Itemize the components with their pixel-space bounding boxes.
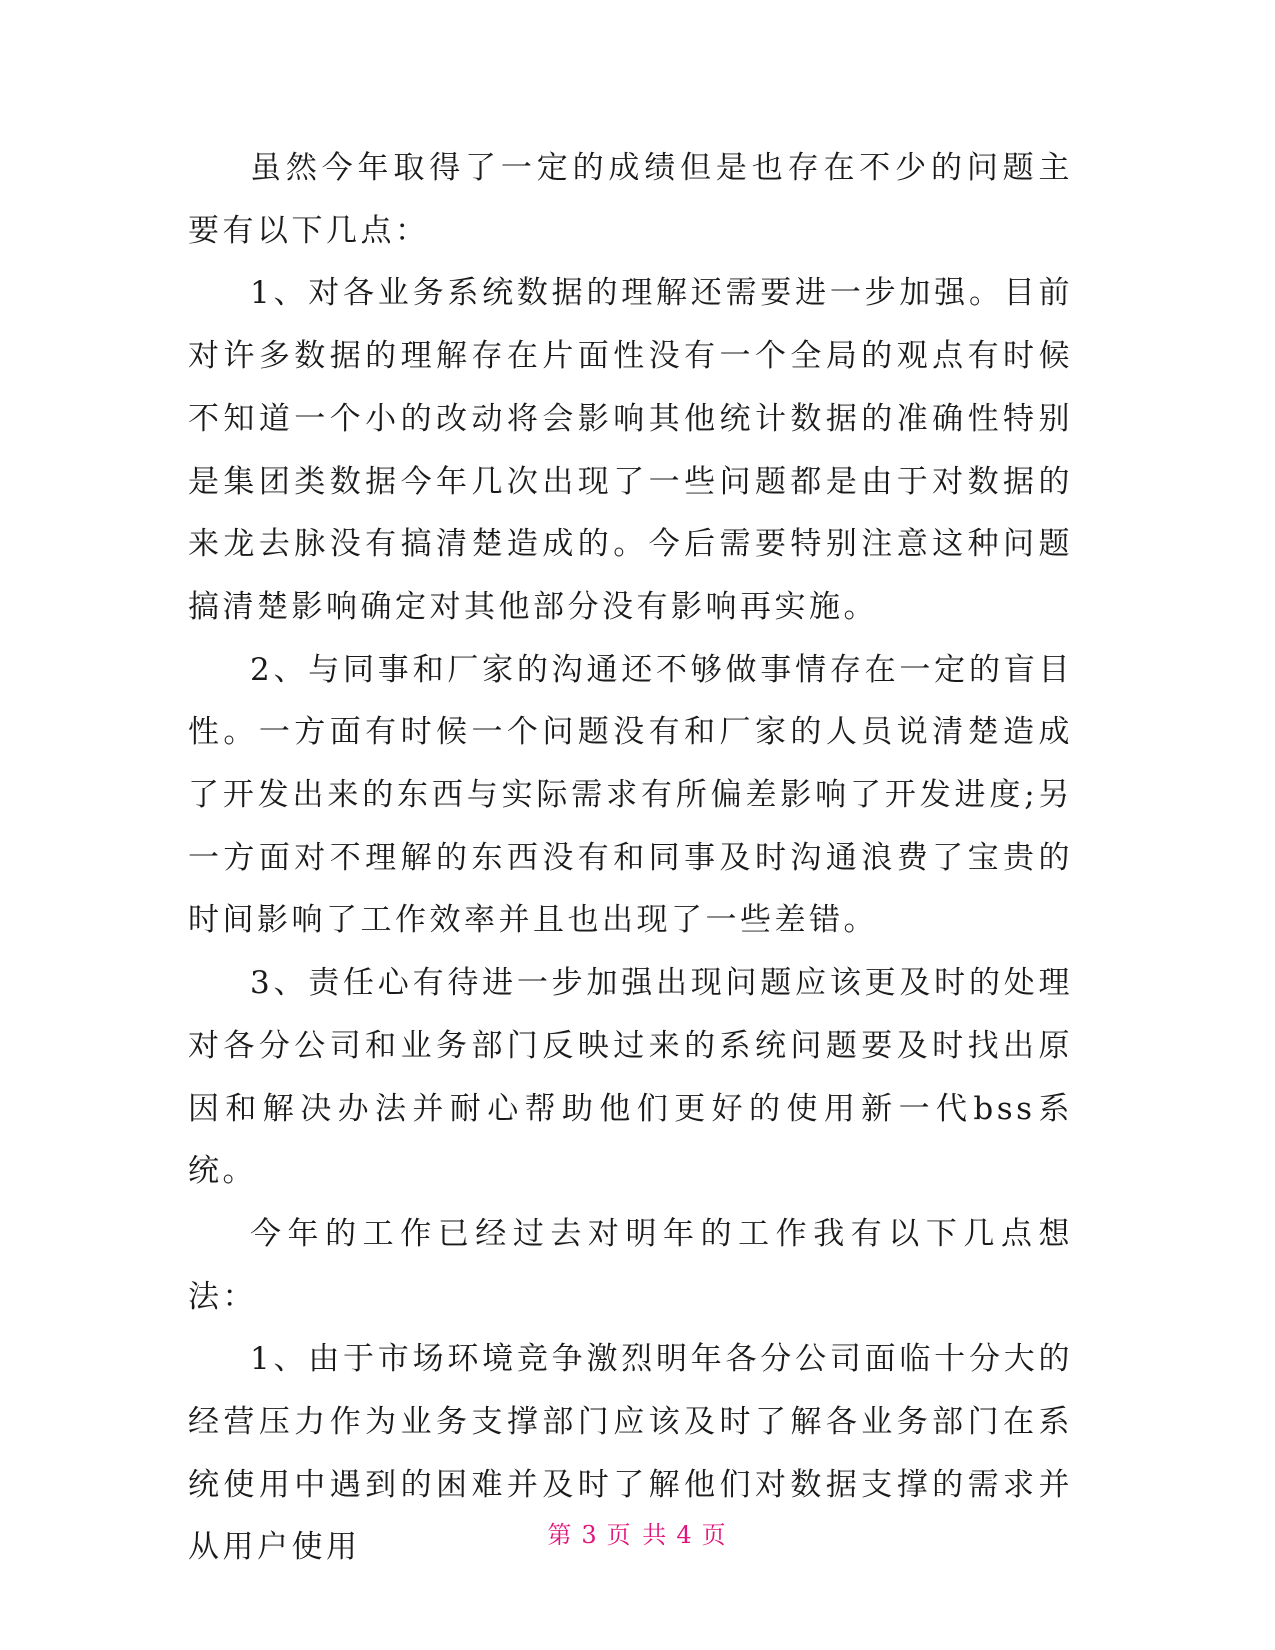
paragraph-intro-plans: 今年的工作已经过去对明年的工作我有以下几点想法： <box>188 1215 1073 1315</box>
footer-middle: 页 共 <box>606 1521 669 1549</box>
footer-suffix: 页 <box>701 1521 728 1549</box>
footer-current-page: 3 <box>581 1521 599 1549</box>
paragraph-problem-1: 1、对各业务系统数据的理解还需要进一步加强。目前对许多数据的理解存在片面性没有一个全局的观点有时候不知道一个小的改动将会影响其他统计数据的准确性特别是集团类数据今年几次出现了一些问题都是由于对数据的来龙去脉没有搞清楚造成的。今后需要特别注意这种问题搞清楚影响确定对其他部分没有影响再实施。 <box>188 275 1073 625</box>
paragraph-intro-problems: 虽然今年取得了一定的成绩但是也存在不少的问题主要有以下几点： <box>188 150 1073 249</box>
page-footer <box>0 1520 1275 1550</box>
document-body <box>188 137 1073 1579</box>
paragraph-plan-1: 1、由于市场环境竞争激烈明年各分公司面临十分大的经营压力作为业务支撑部门应该及时了解各业务部门在系统使用中遇到的困难并及时了解他们对数据支撑的需求并从用户使用 <box>188 1341 1073 1566</box>
footer-total-pages: 4 <box>676 1521 694 1549</box>
paragraph-problem-3: 3、责任心有待进一步加强出现问题应该更及时的处理对各分公司和业务部门反映过来的系统问题要及时找出原因和解决办法并耐心帮助他们更好的使用新一代bss系统。 <box>188 965 1073 1190</box>
paragraph-problem-2: 2、与同事和厂家的沟通还不够做事情存在一定的盲目性。一方面有时候一个问题没有和厂家的人员说清楚造成了开发出来的东西与实际需求有所偏差影响了开发进度;另一方面对不理解的东西没有和同事及时沟通浪费了宝贵的时间影响了工作效率并且也出现了一些差错。 <box>188 651 1073 939</box>
footer-prefix: 第 <box>547 1521 574 1549</box>
